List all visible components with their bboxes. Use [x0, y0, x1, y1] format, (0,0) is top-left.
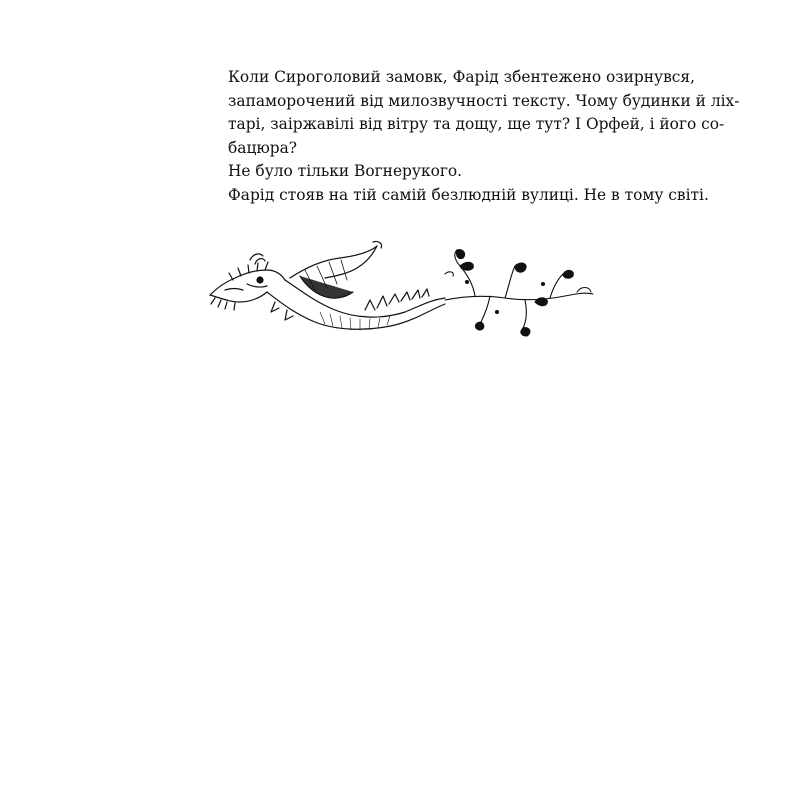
dragon-body-icon — [267, 280, 445, 330]
body-text — [203, 66, 740, 207]
vine-tail-icon — [445, 250, 593, 336]
paragraph-1-line-1: Коли Сироголовий замовк, Фарід збентежено озирнувся, — [228, 68, 695, 86]
paragraph-3-line-1: Фарід стояв на тій самій безлюдній вулиці. Не в тому світі. — [228, 185, 709, 204]
dragon-vine-vignette-icon — [205, 240, 600, 340]
paragraph-1-line-2: запаморочений від милозвучності тексту. Чому будинки й ліх- — [228, 91, 740, 110]
paragraph-1 — [203, 66, 740, 160]
paragraph-3 — [203, 184, 709, 208]
dragon-wing-icon — [290, 241, 382, 298]
dragon-head-icon — [210, 254, 285, 310]
paragraph-1-line-3: тарі, заіржавілі від вітру та дощу, ще тут? І Орфей, і його со- — [228, 115, 725, 133]
paragraph-1-line-4: бацюра? — [228, 138, 298, 157]
paragraph-2-line-1: Не було тільки Вогнерукого. — [228, 162, 463, 180]
paragraph-2 — [203, 160, 607, 184]
